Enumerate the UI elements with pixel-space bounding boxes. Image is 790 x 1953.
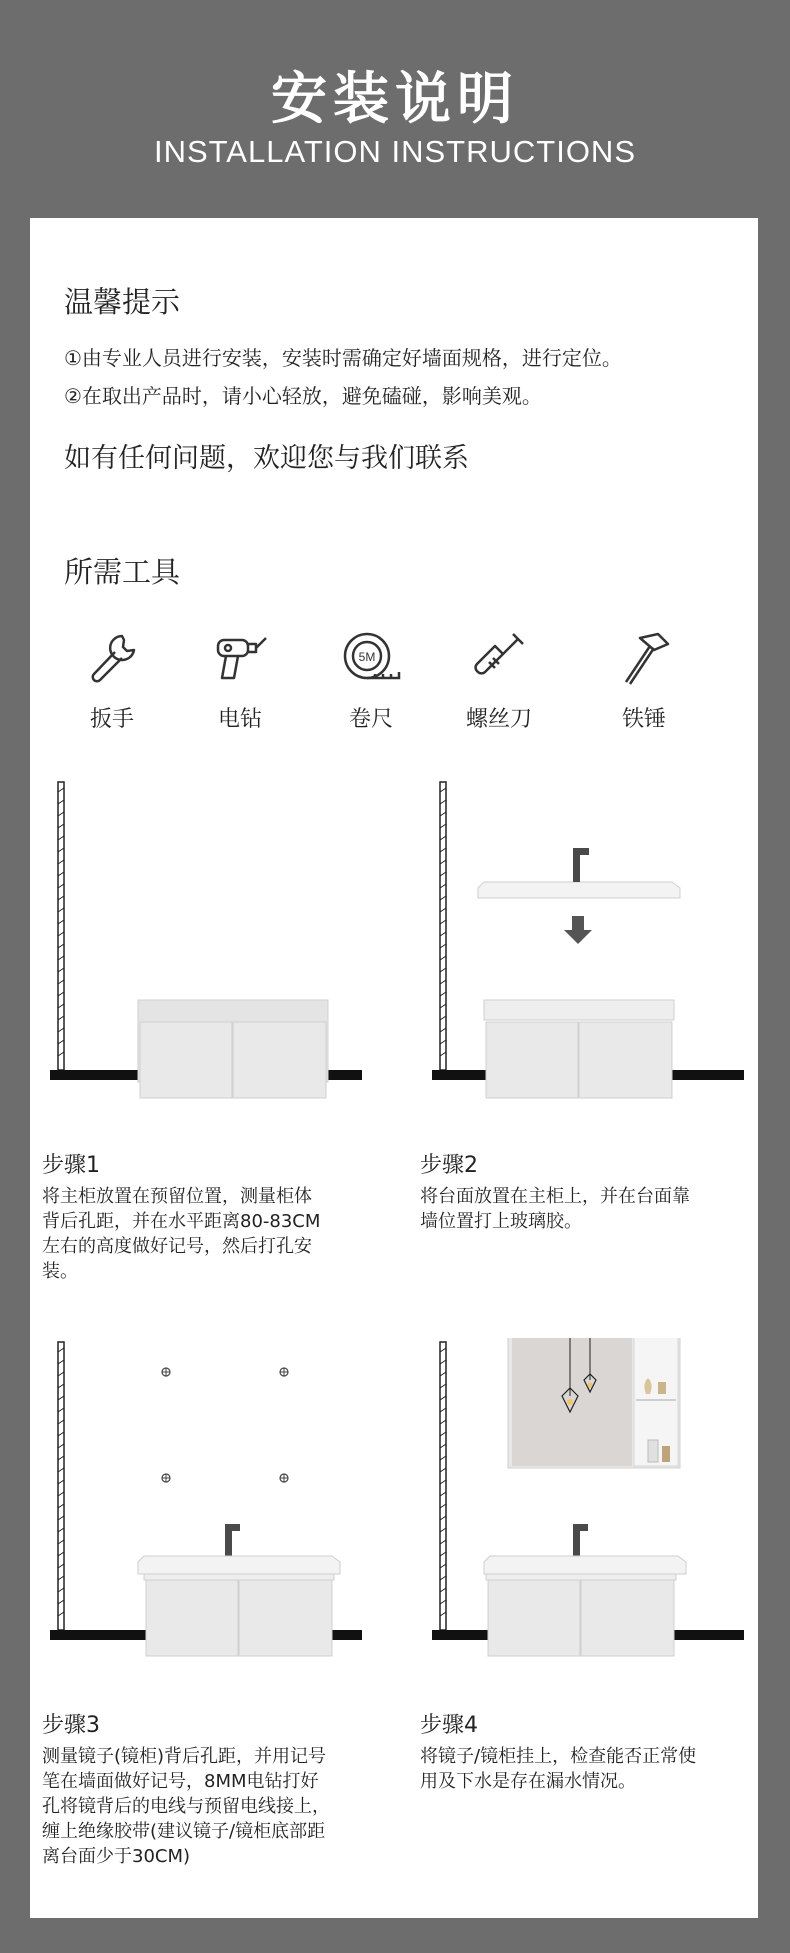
tool-label-tape: 卷尺 (348, 707, 393, 732)
step-4-title: 步骤4 (420, 1713, 478, 1738)
vanity-with-basin (484, 1524, 686, 1656)
tool-wrench (57, 628, 167, 733)
step-2-title: 步骤2 (420, 1153, 478, 1178)
tool-label-hammer: 铁锤 (621, 707, 666, 732)
step-3-desc: 测量镜子(镜柜)背后孔距，并用记号 笔在墙面做好记号，8MM电钻打好 孔将镜背后的电线与预留电线接上， 缠上绝缘胶带(建议镜子/镜柜底部距 离台面少于30CM) (42, 1746, 330, 1867)
content-panel (30, 218, 758, 1918)
wall (58, 782, 64, 1070)
tip-item-2: ②在取出产品时，请小心轻放，避免磕碰，影响美观。 (64, 384, 542, 408)
tool-tape-measure (316, 628, 426, 733)
tools-title: 所需工具 (64, 555, 181, 589)
tool-drill (185, 628, 295, 733)
wrench-icon (82, 628, 142, 688)
step-3-illustration (40, 1338, 380, 1688)
main-cabinet (138, 1000, 328, 1098)
countertop (478, 848, 680, 898)
step-2-desc: 将台面放置在主柜上，并在台面靠 墙位置打上玻璃胶。 (420, 1186, 690, 1232)
tool-hammer (589, 628, 699, 733)
step-2-illustration (422, 778, 762, 1128)
wall (440, 1342, 446, 1630)
tool-label-wrench: 扳手 (89, 707, 134, 732)
step-1-illustration (40, 778, 380, 1128)
tool-label-drill: 电钻 (217, 707, 262, 732)
contact-note: 如有任何问题，欢迎您与我们联系 (64, 443, 469, 474)
page-title: 安装说明 (271, 67, 519, 132)
wall (58, 1342, 64, 1630)
step-1-title: 步骤1 (42, 1153, 100, 1178)
mirror-cabinet (508, 1338, 680, 1468)
screwdriver-icon (469, 628, 529, 688)
wall (440, 782, 446, 1070)
step-1-desc: 将主柜放置在预留位置，测量柜体 背后孔距，并在水平距离80-83CM 左右的高度做好记号，然后打孔安 装。 (42, 1186, 321, 1282)
step-3-title: 步骤3 (42, 1713, 100, 1738)
step-4-desc: 将镜子/镜柜挂上，检查能否正常使 用及下水是存在漏水情况。 (420, 1746, 697, 1792)
step-4-illustration (422, 1338, 762, 1688)
hammer-icon (614, 628, 674, 688)
tape-badge: 5M (358, 650, 376, 664)
page-subtitle: INSTALLATION INSTRUCTIONS (153, 134, 636, 169)
header (0, 0, 790, 218)
tips-title: 温馨提示 (64, 285, 181, 319)
down-arrow-icon (564, 916, 592, 944)
tool-label-screwdriver: 螺丝刀 (465, 707, 532, 732)
drill-hole-marks (162, 1368, 288, 1482)
tip-item-1: ①由专业人员进行安装，安装时需确定好墙面规格，进行定位。 (64, 346, 622, 370)
vanity-with-basin (138, 1524, 340, 1656)
tool-screwdriver (444, 628, 554, 733)
main-cabinet (484, 1000, 674, 1098)
drill-icon (210, 628, 270, 688)
tape-measure-icon (339, 628, 403, 688)
